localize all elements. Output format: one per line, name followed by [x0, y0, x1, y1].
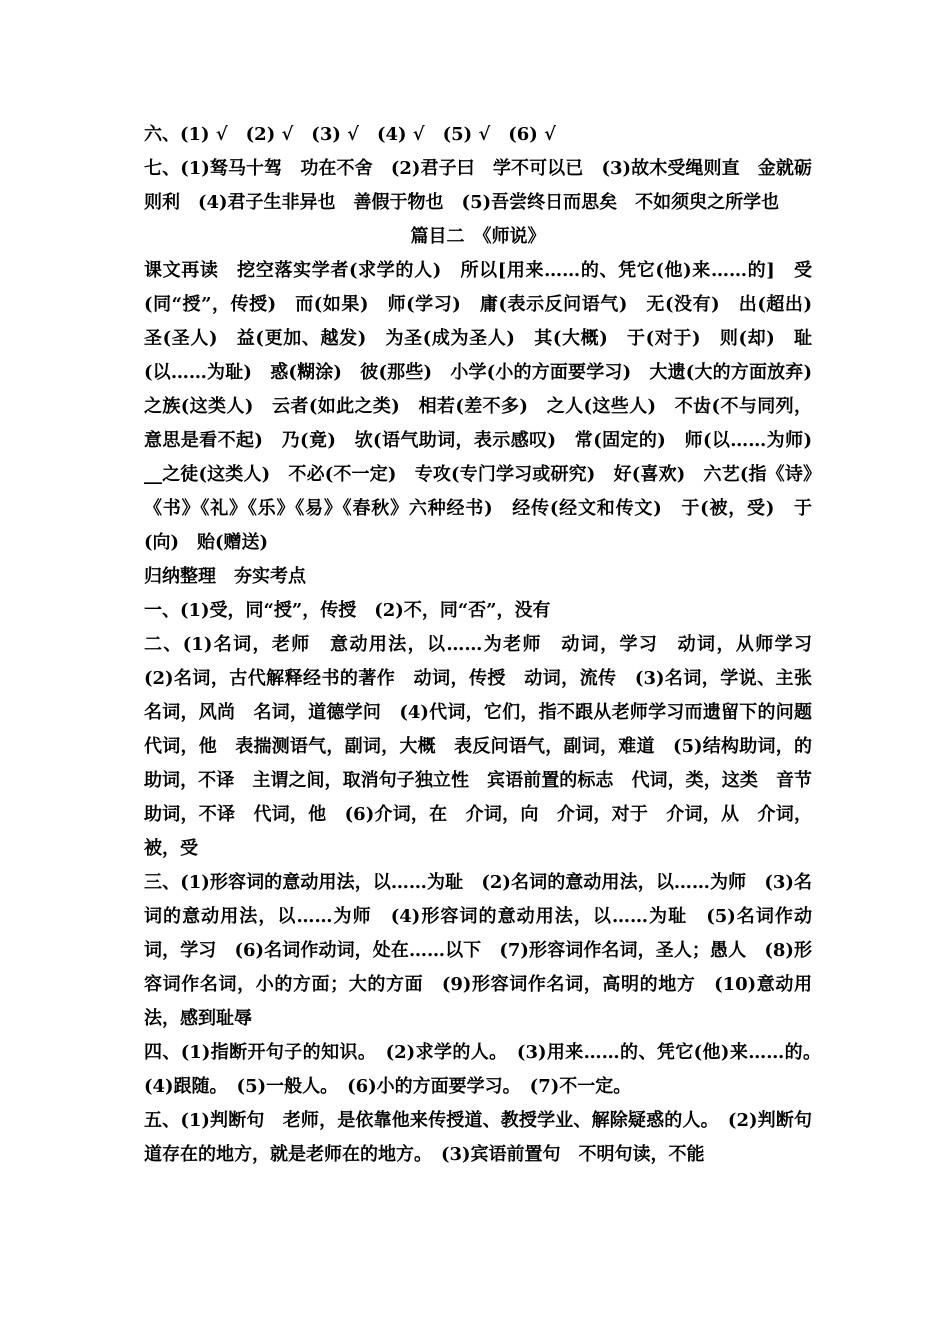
document-page	[144, 118, 830, 1172]
summary-item-3: 三、(1)形容词的意动用法，以……为耻 (2)名词的意动用法，以……为师 (3)名词的意动用法，以……为师 (4)形容词的意动用法，以……为耻 (5)名词作动词，学习 (6)名词作动词，处在……以下 (7)形容词作名词，圣人；愚人 (8)形容词作名词，小的方面；大的方面 (9)形容词作名词，高明的地方 (10)意动用法，感到耻辱	[144, 872, 812, 1029]
summary-item-5: 五、(1)判断句 老师，是依靠他来传授道、教授学业、解除疑惑的人。 (2)判断句 道存在的地方，就是老师在的地方。 (3)宾语前置句 不明句读，不能	[144, 1110, 830, 1165]
paragraph-text-review	[144, 254, 830, 560]
summary-item-2: 二、(1)名词，老师 意动用法，以……为老师 动词，学习 动词，从师学习 (2)名词，古代解释经书的著作 动词，传授 动词，流传 (3)名词，学说、主张 名词，风尚 名词，道德学问 (4)代词，它们，指不跟从老师学习而遗留下的问题 代词，他 表揣测语气，副词，大概 表反问语气，副词，难道 (5)结构助词，的 助词，不译 主谓之间，取消句子独立性 宾语前置的标志 代词，类，这类 音节助词，不译 代词，他 (6)介词，在 介词，向 介词，对于 介词，从 介词，被，受	[144, 634, 830, 859]
heading-text-review: 课文再读 挖空落实	[144, 260, 312, 281]
summary-item-4: 四、(1)指断开句子的知识。 (2)求学的人。 (3)用来……的、凭它(他)来……的。 (4)跟随。 (5)一般人。 (6)小的方面要学习。 (7)不一定。	[144, 1042, 830, 1097]
section-title: 篇目二 《师说》	[410, 226, 546, 247]
summary-item-1: 一、(1)受，同“授”，传授 (2)不，同“否”，没有	[144, 600, 551, 621]
answer-line-6: 六、(1) √ (2) √ (3) √ (4) √ (5) √ (6) √	[144, 124, 556, 145]
heading-summary: 归纳整理 夯实考点	[144, 566, 306, 587]
text-review-body: 学者(求学的人) 所以[用来……的、凭它(他)来……的] 受(同“授”，传授) 而(如果) 师(学习) 庸(表示反问语气) 无(没有) 出(超出) 圣(圣人) 益(更加、越发) 为圣(成为圣人) 其(大概) 于(对于) 则(却) 耻(以……为耻) 惑(糊涂) 彼(那些) 小学(小的方面要学习) 大遗(大的方面放弃) 之族(这类人) 云者(如此之类) 相若(差不多) 之人(这些人) 不齿(不与同列，意思是看不起) 乃(竟) 欤(语气助词，表示感叹) 常(固定的) 师(以……为师) __之徒(这类人) 不必(不一定) 专攻(专门学习或研究) 好(喜欢) 六艺(指《诗》《书》《礼》《乐》《易》《春秋》六种经书) 经传(经文和传文) 于(被，受) 于(向) 贻(赠送)	[144, 260, 830, 553]
answer-line-7: 七、(1)驽马十驾 功在不舍 (2)君子曰 学不可以已 (3)故木受绳则直 金就砺则利 (4)君子生非异也 善假于物也 (5)吾尝终日而思矣 不如须臾之所学也	[144, 158, 812, 213]
